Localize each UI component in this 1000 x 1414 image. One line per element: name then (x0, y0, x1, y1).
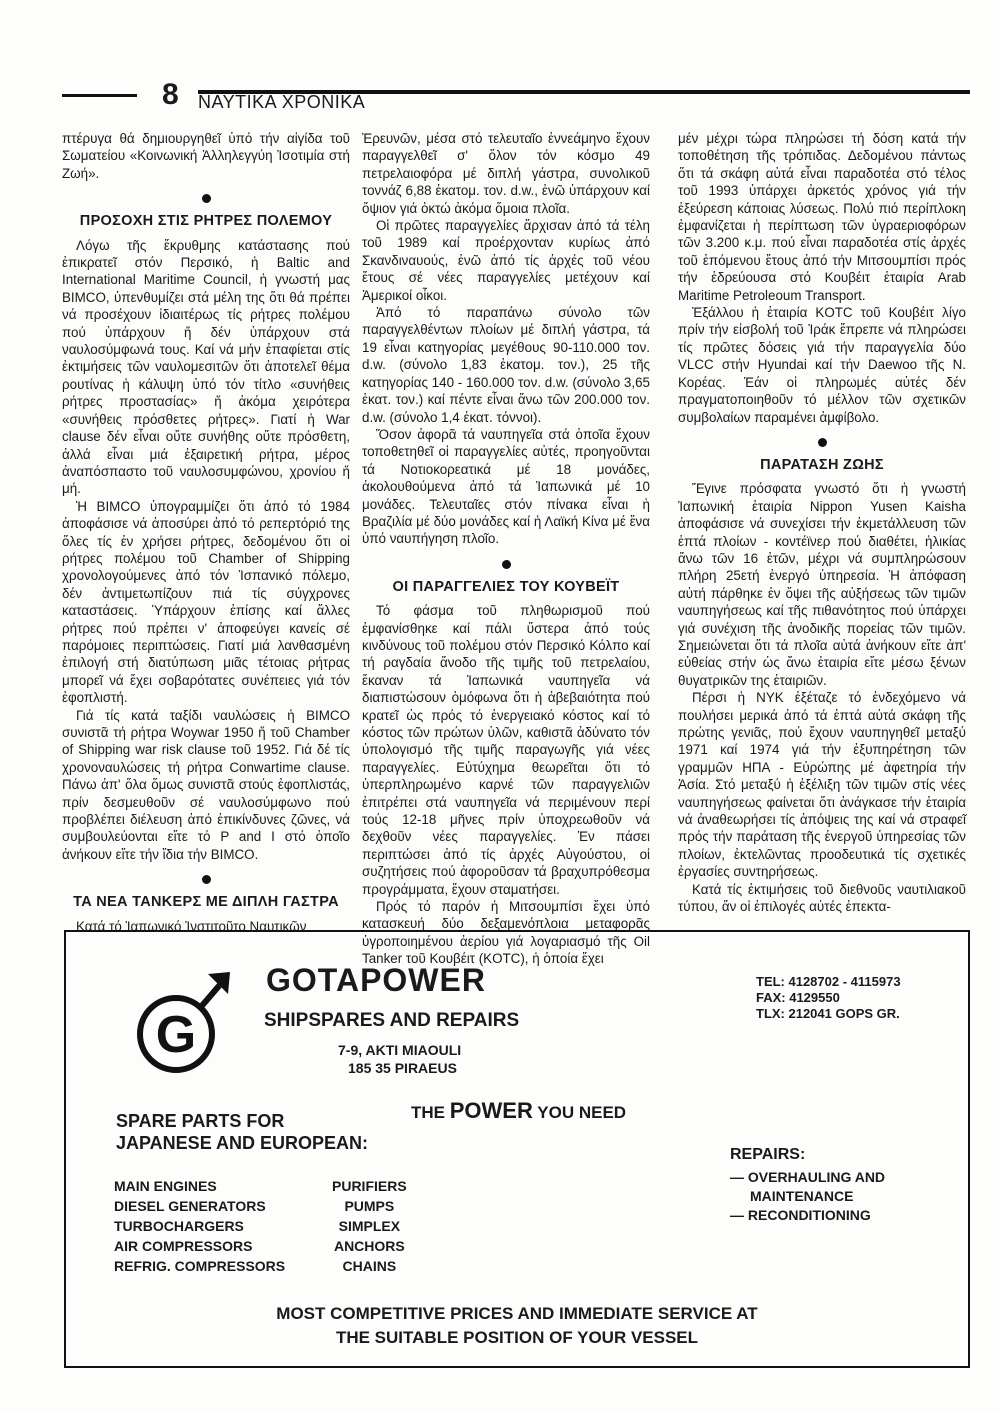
address-line-2: 185 35 PIRAEUS (348, 1060, 457, 1076)
column-1 (62, 130, 350, 935)
section-heading: ΠΑΡΑΤΑΣΗ ΖΩΗΣ (760, 456, 884, 473)
list-item: CHAINS (342, 1258, 397, 1274)
paragraph: Οἱ πρῶτες παραγγελίες ἄρχισαν ἀπό τά τέλη τοῦ 1989 καί προέρχονταν κυρίως ἀπό Σκανδιναυούς, ἐνῶ ἀπό τίς ἀρχές τοῦ νέου ἔτους σέ νέες παραγγελίες μετέχουν καί Ἀμερικοί οἶκοι. (362, 218, 650, 303)
contact-block (756, 974, 901, 1022)
paragraph: Λόγω τῆς ἔκρυθμης κατάστασης πού ἐπικρατεῖ στόν Περσικό, ἡ Baltic and International Maritime Council, ἡ γνωστή μας BIMCO, ὑπενθυμίζει στά μέλη της ὅτι θά πρέπει νά προσέχουν ἰδιαιτέρως τίς ρήτρες πολέμου πού ὑπάρχουν ἤ δέν ὑπάρχουν στά ναυλοσύμφωνά τους. Καί νά μήν ἐπαφίεται στίς ἐκτιμήσεις τῶν ναυλομεσιτῶν ὅτι ἀποτελεῖ θέμα ρουτίνας ἡ κάλυψη ὑπό τόν τίτλο «συνήθεις ρήτρες προστασίας» ἤ ἀκόμα χειρότερα «συνήθεις πρόσθετες ρήτρες». Γιατί ἡ War clause δέν εἶναι οὔτε συνήθης οὔτε πρόσθετη, ἀλλά εἶναι μιά ἐξαιρετική ρήτρα, μέρος ἀναπόσπαστο τοῦ ναυλοσυμφώνου, χρονίου ἤ μή. (62, 237, 350, 497)
advertisement (64, 930, 970, 1368)
section-heading: ΟΙ ΠΑΡΑΓΓΕΛΙΕΣ ΤΟΥ ΚΟΥΒΕΪΤ (392, 578, 620, 595)
column-2 (362, 130, 650, 968)
list-item: SIMPLEX (338, 1218, 401, 1234)
slogan-power: POWER (449, 1098, 533, 1123)
list-item: PURIFIERS (332, 1178, 407, 1194)
brand-name: GOTAPOWER (266, 962, 486, 998)
section-heading: ΠΡΟΣΟΧΗ ΣΤΙΣ ΡΗΤΡΕΣ ΠΟΛΕΜΟΥ (79, 213, 333, 230)
address-line-1: 7-9, AKTI MIAOULI (338, 1042, 462, 1058)
spare-line-1: SPARE PARTS FOR (116, 1111, 285, 1131)
spare-line-2: JAPANESE AND EUROPEAN: (116, 1133, 369, 1153)
header-rule-left (62, 94, 137, 97)
parts-list-2 (332, 1176, 407, 1276)
telephone: TEL: 4128702 - 4115973 (756, 974, 901, 989)
list-item: MAINTENANCE (750, 1188, 854, 1204)
gotapower-logo-icon (136, 968, 232, 1078)
paragraph: Ἀπό τό παραπάνω σύνολο τῶν παραγγελθέντων πλοίων μέ διπλή γάστρα, τά 19 εἶναι κατηγορίας μεγέθους 90-110.000 τον. d.w. (σύνολο 1,83 ἑκατομ. τον.), 25 τῆς κατηγορίας 140 - 160.000 τον. d.w. (σύνολο 3,65 ἑκατ. τον.) καί πέντε εἶναι ἄνω τῶν 200.000 τον. d.w. (σύνολο 1,4 ἑκατ. τόννοι). (362, 305, 650, 425)
paragraph: Κατά τίς ἐκτιμήσεις τοῦ διεθνοῦς ναυτιλιακοῦ τύπου, ἄν οἱ ἐπιλογές αὐτές ἐπεκτα- (678, 881, 966, 915)
section-bullet (502, 560, 511, 569)
column-3 (678, 130, 966, 915)
paragraph: μέν μέχρι τώρα πληρώσει τή δόση κατά τήν τοποθέτηση τῆς τρόπιδας. Δεδομένου πάντως ὅτι τά σκάφη αὐτά εἶναι παραδοτέα στό τέλος τοῦ 1993 ὑπάρχει ἀρκετός χρόνος γιά τήν ἐξεύρεση κάποιας λύσεως. Πολύ πιό περίπλοκη ἐμφανίζεται ἡ περίπτωση τῶν ὑγραεριοφόρων τῶν 3.200 κ.μ. πού εἶναι παραδοτέα στίς ἀρχές τοῦ ἑπόμενου ἔτους ἀπό τήν Μιτσουμπίσι πρός τήν ἑδρεύουσα στό Κουβέιτ ἑταιρία Arab Maritime Petroleoum Transport. (678, 131, 966, 303)
paragraph: Ἐρευνῶν, μέσα στό τελευταῖο ἐννεάμηνο ἔχουν παραγγελθεῖ σ' ὅλον τόν κόσμο 49 πετρελαιοφόρα μέ διπλή γάστρα, συνολικοῦ τοννάζ 6,88 ἑκατομ. τον. d.w., ἐνῶ ὑπάρχουν καί ὄψιον γιά ὀκτώ ἀκόμα ὅμοια πλοῖα. (362, 131, 650, 216)
ad-footer (66, 1302, 968, 1350)
fax: FAX: 4129550 (756, 990, 840, 1005)
list-item: MAIN ENGINES (114, 1178, 217, 1194)
slogan-the: THE (411, 1103, 445, 1122)
paragraph: Ὅσον ἀφορᾶ τά ναυπηγεῖα στά ὁποῖα ἔχουν τοποθετηθεῖ οἱ παραγγελίες αὐτές, προηγοῦνται τά Νοτιοκορεατικά μέ 18 μονάδες, ἀκολουθούμενα ἀπό τά Ἰαπωνικά μέ 10 μονάδες. Τελευταῖες στόν πίνακα εἶναι ἡ Βραζιλία μέ δύο μονάδες καί ἡ Λαϊκή Κίνα μέ ἕνα ὑπό ναυπήγηση πλοῖο. (362, 426, 650, 547)
paragraph: Κατά τό Ἰαπωνικό Ἰνστιτοῦτο Ναυτικῶν (76, 918, 307, 934)
list-item: — OVERHAULING AND (730, 1169, 886, 1185)
paragraph: Πρός τό παρόν ἡ Μιτσουμπίσι ἔχει ὑπό κατασκευή δύο δεξαμενόπλοια μεταφορᾶς ὑγροποιημένου ἀερίου γιά λογαριασμό τῆς Oil Tanker τοῦ Κουβέιτ (KOTC), ἡ ὁποία ἔχει (362, 899, 650, 967)
list-item: AIR COMPRESSORS (114, 1238, 253, 1254)
paragraph: Ἐξάλλου ἡ ἑταιρία KOTC τοῦ Κουβέιτ λίγο πρίν τήν εἰσβολή τοῦ Ἰράκ ἔπρεπε νά πληρώσει τίς πρῶτες δόσεις γιά τήν παραγγελία δύο VLCC στήν Hyundai καί τήν Daewoo τῆς Ν. Κορέας. Ἐάν οἱ πληρωμές αὐτές δέν πραγματοποιηθοῦν τό μέλλον τῶν σχετικῶν συμβολαίων παραμένει ἀμφίβολο. (678, 305, 966, 425)
paragraph: Τό φάσμα τοῦ πληθωρισμοῦ πού ἐμφανίσθηκε καί πάλι ὕστερα ἀπό τούς κινδύνους τοῦ πολέμου στόν Περσικό Κόλπο καί τή ραγδαία ἄνοδο τῆς τιμῆς τοῦ πετρελαίου, ἔκαναν τά Ἰαπωνικά ναυπηγεῖα νά διαπιστώσουν ὁμόφωνα ὅτι ἡ ἀβεβαιότητα πού κρατεῖ ὡς πρός τό ἐνεργειακό κόστος καί τό κόστος τῶν πρώτων ὑλῶν, καθιστᾶ ἀδύνατο τόν ὑπολογισμό τῆς τιμῆς παραγωγῆς γιά νέες παραγγελίες. Εὐτύχημα θεωρεῖται ὅτι τό ὑπερπληρωμένο καρνέ τῶν παραγγελιῶν ἐπιτρέπει στά ναυπηγεῖα νά περιμένουν περί τούς 12-18 μῆνες πρίν ὑποχρεωθοῦν νά δεχθοῦν νέες παραγγελίες. Ἐν πάσει περιπτώσει ἀπό τίς ἀρχές Αὐγούστου, οἱ συζητήσεις πού ἀφοροῦσαν τά βραχυπρόθεσμα προγράμματα, ἔχουν σταματήσει. (362, 603, 650, 897)
list-item: ANCHORS (333, 1238, 405, 1254)
spare-parts-heading (116, 1110, 368, 1154)
list-item: DIESEL GENERATORS (114, 1198, 266, 1214)
section-bullet (202, 875, 211, 884)
list-item: TURBOCHARGERS (114, 1218, 244, 1234)
list-item: REFRIG. COMPRESSORS (114, 1258, 286, 1274)
paragraph: Ἔγινε πρόσφατα γνωστό ὅτι ἡ γνωστή Ἰαπωνική ἑταιρία Nippon Yusen Kaisha ἀποφάσισε νά συνεχίσει τήν ἐκμετάλλευση τῶν ἑπτά πλοίων - κοντέϊνερ πού διαθέτει, ἡλικίας ἄνω τῶν 16 ἐτῶν, μέχρι νά συμπληρώσουν πλήρη 25ετή ἐνεργό ὑπηρεσία. Ἡ ἀπόφαση αὐτή πάρθηκε ἐν ὄψει τῆς αὐξήσεως τῶν τιμῶν ναυπηγήσεως καί τῆς πιθανότητος πού ὑπάρχει γιά συνέχιση τῆς ἀνοδικῆς πορείας τῶν τιμῶν. Σημειώνεται ὅτι τά πλοῖα αὐτά ἀνήκουν εἴτε ἀπ' εὐθείας στήν ὡς ἄνω ἑταιρία εἴτε μέσω ξένων θυγατρικῶν της ἑταιριῶν. (678, 481, 966, 688)
footer-line-2: THE SUITABLE POSITION OF YOUR VESSEL (335, 1328, 699, 1347)
section-bullet (818, 438, 827, 447)
paragraph: Ἡ BIMCO ὑπογραμμίζει ὅτι ἀπό τό 1984 ἀποφάσισε νά ἀποσύρει ἀπό τό ρεπερτόριό της ὅλες τίς ἐν χρήσει ρήτρες, δεδομένου ὅτι οἱ ρήτρες πολέμου τοῦ Chamber of Shipping χρονολογούμενες ἀπό τόν Ἰσπανικό πόλεμο, δέν ἀντιμετωπίζουν πιά τίς σύγχρονες καταστάσεις. Ὑπάρχουν ἐπίσης καί ἄλλες ρήτρες πού πρέπει ν' ἀποφεύγει κανείς σέ παρόμοιες περιπτώσεις. Γιατί μιά λανθασμένη ἐπιλογή στή διατύπωση μιᾶς τέτοιας ρήτρας μπορεῖ νά ἔχει σοβαρότατες συνέπειες γιά τόν ἐφοπλιστή. (62, 498, 350, 706)
page-header (62, 78, 970, 124)
section-bullet (202, 194, 211, 203)
publication-name: ΝΑΥΤΙΚΑ ΧΡΟΝΙΚΑ (198, 92, 366, 112)
paragraph: πτέρυγα θά δημιουργηθεῖ ὑπό τήν αἰγίδα τοῦ Σωματείου «Κοινωνική Ἀλληλεγγύη Ἰσοτιμία στή Ζωή». (62, 131, 350, 181)
paragraph: Πέρσι ἡ NYK ἐξέταζε τό ἐνδεχόμενο νά πουλήσει μερικά ἀπό τά ἑπτά αὐτά σκάφη τῆς πρώτης γενιᾶς, πού ἔχουν ναυπηγηθεῖ μεταξύ 1971 καί 1974 γιά τήν ἐξυπηρέτηση τῶν γραμμῶν ΗΠΑ - Εὐρώπης μέ ἀφετηρία τήν Ἀσία. Στό μεταξύ ἡ ἐξέλιξη τῶν τιμῶν στίς νέες ναυπηγήσεως φαίνεται ὅτι ἀνάγκασε τήν ἑταιρία νά ἀναθεωρήσει τίς ἀπόψεις της καί νά στραφεῖ πρός τήν παράταση τῆς ἐνεργοῦ ὑπηρεσίας τῶν πλοίων, ἐκτελῶντας προοδευτικά τίς σχετικές ἐργασίες συντηρήσεως. (678, 690, 966, 880)
list-item: — RECONDITIONING (730, 1207, 871, 1223)
brand-tagline: SHIPSPARES AND REPAIRS (264, 1010, 520, 1031)
list-item: PUMPS (344, 1198, 395, 1214)
repairs-list (730, 1168, 885, 1225)
page-number: 8 (162, 78, 179, 111)
logo-letter: G (155, 1006, 197, 1064)
footer-line-1: MOST COMPETITIVE PRICES AND IMMEDIATE SERVICE AT (276, 1304, 758, 1323)
telex: TLX: 212041 GOPS GR. (756, 1006, 900, 1021)
paragraph: Γιά τίς κατά ταξίδι ναυλώσεις ἡ BIMCO συνιστᾶ τή ρήτρα Woywar 1950 ἤ τοῦ Chamber of Shipping war risk clause τοῦ 1952. Γιά δέ τίς χρονοναυλώσεις τή ρήτρα Conwartime clause. Πάνω ἀπ' ὅλα ὅμως συνιστᾶ στούς ἐφοπλιστάς, πρίν δεσμευθοῦν σέ ναυλοσύμφωνο πού προβλέπει διέλευση ἀπό ἐπικίνδυνες ζῶνες, νά συμβουλεύονται εἴτε τό P and I στό ὁποῖο ἀνήκουν εἴτε τήν ἴδια τήν BIMCO. (62, 707, 350, 862)
slogan-you-need: YOU NEED (537, 1103, 627, 1122)
section-heading: ΤΑ ΝΕΑ ΤΑΝΚΕΡΣ ΜΕ ΔΙΠΛΗ ΓΑΣΤΡΑ (73, 894, 339, 911)
power-slogan (411, 1098, 626, 1124)
repairs-heading: REPAIRS: (730, 1146, 806, 1163)
parts-list-1 (114, 1176, 285, 1276)
